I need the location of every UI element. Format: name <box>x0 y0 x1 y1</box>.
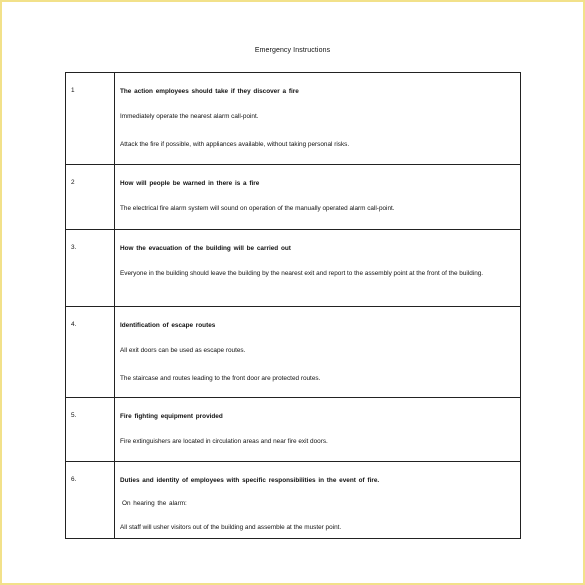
instructions-table <box>65 72 521 539</box>
row-text: All exit doors can be used as escape routes. <box>120 347 246 354</box>
table-row <box>66 462 521 539</box>
row-text: The electrical fire alarm system will sound on operation of the manually operated alarm call-point. <box>120 205 395 212</box>
table-row <box>66 73 521 165</box>
row-content <box>115 165 521 230</box>
row-heading: Duties and identity of employees with specific responsibilities in the event of fire. <box>120 477 380 484</box>
table-row <box>66 398 521 462</box>
row-content <box>115 307 521 398</box>
row-subheading: On hearing the alarm: <box>122 500 187 507</box>
row-content <box>115 230 521 307</box>
row-content <box>115 73 521 165</box>
row-heading: The action employees should take if they discover a fire <box>120 88 299 95</box>
document-title: Emergency Instructions <box>254 47 331 54</box>
table-row <box>66 230 521 307</box>
row-number: 6. <box>66 462 115 539</box>
table-row <box>66 307 521 398</box>
row-number: 3. <box>66 230 115 307</box>
row-number: 5. <box>66 398 115 462</box>
row-content <box>115 398 521 462</box>
row-content <box>115 462 521 539</box>
row-heading: Identification of escape routes <box>120 322 216 329</box>
row-text: All staff will usher visitors out of the building and assemble at the muster point. <box>120 524 342 531</box>
row-number: 1 <box>66 73 115 165</box>
row-number: 2 <box>66 165 115 230</box>
row-number: 4. <box>66 307 115 398</box>
row-text: Fire extinguishers are located in circulation areas and near fire exit doors. <box>120 438 328 445</box>
row-heading: How the evacuation of the building will be carried out <box>120 245 291 252</box>
row-text: Everyone in the building should leave the building by the nearest exit and report to the assembly point at the front of the building. <box>120 270 484 277</box>
row-text: Immediately operate the nearest alarm call-point. <box>120 113 259 120</box>
row-heading: How will people be warned in there is a fire <box>120 180 260 187</box>
table-row <box>66 165 521 230</box>
row-text: The staircase and routes leading to the front door are protected routes. <box>120 375 321 382</box>
row-heading: Fire fighting equipment provided <box>120 413 223 420</box>
row-text: Attack the fire if possible, with appliances available, without taking personal risks. <box>120 141 350 148</box>
